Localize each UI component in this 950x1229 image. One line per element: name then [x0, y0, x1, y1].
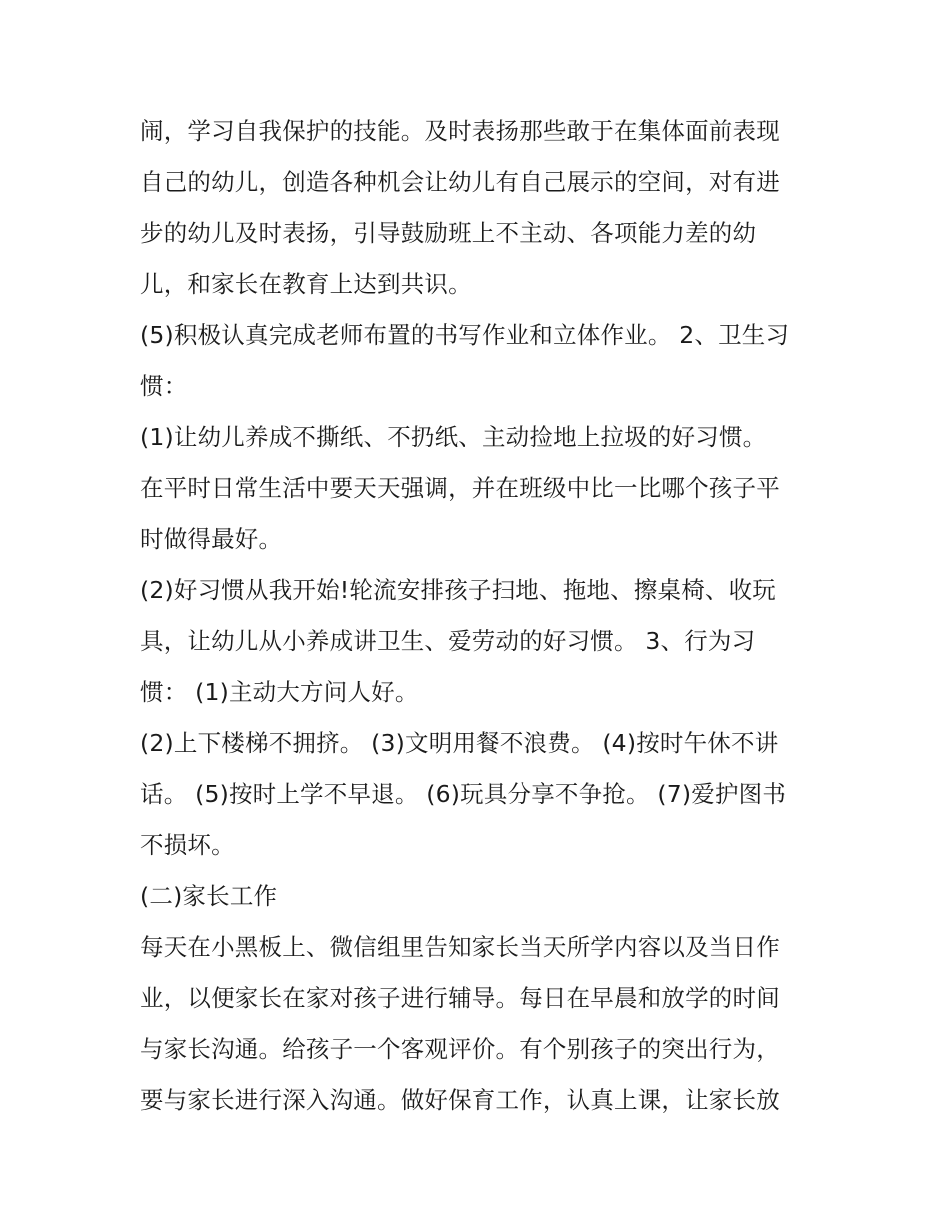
text-line: (1)让幼儿养成不撕纸、不扔纸、主动捡地上拉圾的好习惯。: [140, 423, 767, 451]
text-line: 闹，学习自我保护的技能。及时表扬那些敢于在集体面前表现: [140, 117, 780, 145]
text-line: 不损坏。: [140, 831, 235, 859]
text-line: 每天在小黑板上、微信组里告知家长当天所学内容以及当日作: [140, 933, 780, 961]
text-line: 话。 (5)按时上学不早退。 (6)玩具分享不争抢。 (7)爱护图书: [140, 780, 787, 808]
text-line: 要与家长进行深入沟通。做好保育工作，认真上课，让家长放: [140, 1086, 780, 1114]
text-line: (5)积极认真完成老师布置的书写作业和立体作业。 2、卫生习: [140, 321, 790, 349]
text-line: 业，以便家长在家对孩子进行辅导。每日在早晨和放学的时间: [140, 984, 780, 1012]
section-heading: (二)家长工作: [140, 882, 278, 910]
text-line: 惯：: [140, 372, 188, 400]
document-page: [140, 106, 816, 1126]
text-line: (2)好习惯从我开始!轮流安排孩子扫地、拖地、擦桌椅、收玩: [140, 576, 777, 604]
text-line: 自己的幼儿，创造各种机会让幼儿有自己展示的空间，对有进: [140, 168, 780, 196]
text-line: 在平时日常生活中要天天强调，并在班级中比一比哪个孩子平: [140, 474, 780, 502]
text-line: 具，让幼儿从小养成讲卫生、爱劳动的好习惯。 3、行为习: [140, 627, 756, 655]
text-line: 步的幼儿及时表扬，引导鼓励班上不主动、各项能力差的幼: [140, 219, 757, 247]
text-line: (2)上下楼梯不拥挤。 (3)文明用餐不浪费。 (4)按时午休不讲: [140, 729, 779, 757]
text-line: 与家长沟通。给孩子一个客观评价。有个别孩子的突出行为，: [140, 1035, 780, 1063]
text-line: 惯： (1)主动大方问人好。: [140, 678, 419, 706]
text-line: 儿，和家长在教育上达到共识。: [140, 270, 472, 298]
text-line: 时做得最好。: [140, 525, 283, 553]
